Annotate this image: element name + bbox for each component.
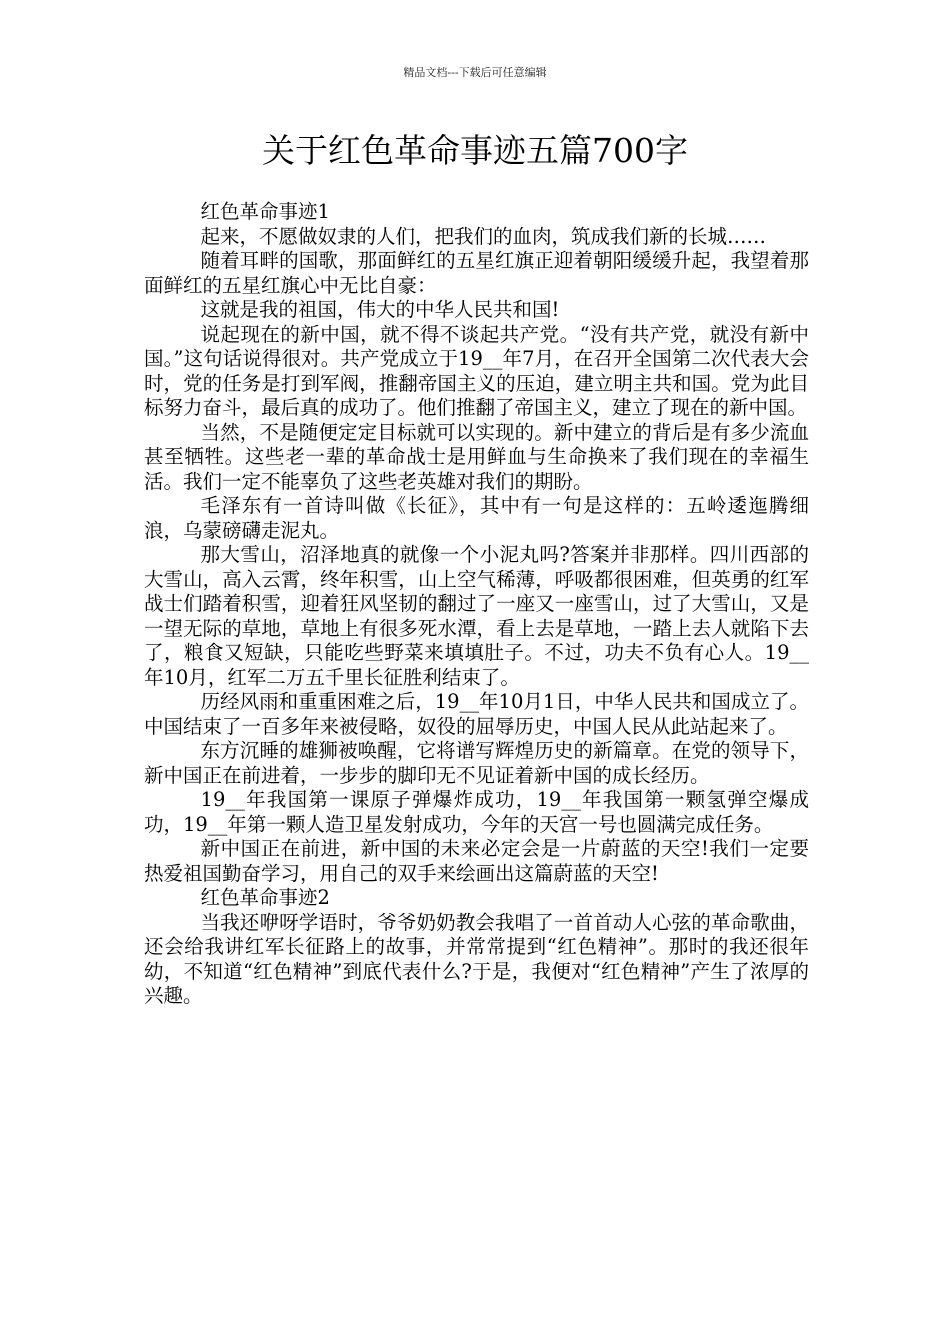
- paragraph: 这就是我的祖国，伟大的中华人民共和国!: [200, 298, 560, 321]
- paragraph: 历经风雨和重重困难之后，19__年10月1日，中华人民共和国成立了。中国结束了一百多年来被侵略，奴役的屈辱历史，中国人民从此站起来了。: [144, 690, 809, 738]
- paragraph: 随着耳畔的国歌，那面鲜红的五星红旗正迎着朝阳缓缓升起，我望着那面鲜红的五星红旗心中无比自豪：: [144, 249, 809, 297]
- paragraph: 毛泽东有一首诗叫做《长征》，其中有一句是这样的：五岭逶迤腾细浪，乌蒙磅礴走泥丸。: [144, 494, 809, 542]
- paragraph: 那大雪山，沼泽地真的就像一个小泥丸吗?答案并非那样。四川西部的大雪山，高入云霄，终年积雪，山上空气稀薄，呼吸都很困难，但英勇的红军战士们踏着积雪，迎着狂风坚韧的翻过了一座又一座雪山，过了大雪山，又是一望无际的草地，草地上有很多死水潭，看上去是草地，一踏上去人就陷下去了，粮食又短缺，只能吃些野菜来填填肚子。不过，功夫不负有心人。19__年10月，红军二万五千里长征胜利结束了。: [144, 543, 809, 689]
- paragraph: 说起现在的新中国，就不得不谈起共产党。“没有共产党，就没有新中国。”这句话说得很对。共产党成立于19__年7月，在召开全国第二次代表大会时，党的任务是打到军阀，推翻帝国主义的压迫，建立明主共和国。党为此目标努力奋斗，最后真的成功了。他们推翻了帝国主义，建立了现在的新中国。: [144, 322, 809, 419]
- document-body: [144, 200, 809, 1009]
- section-heading: 红色革命事迹2: [200, 886, 330, 909]
- paragraph: 新中国正在前进，新中国的未来必定会是一片蔚蓝的天空!我们一定要热爱祖国勤奋学习，用自己的双手来绘画出这篇蔚蓝的天空!: [144, 837, 809, 885]
- paragraph: 19__年我国第一课原子弹爆炸成功，19__年我国第一颗氢弹空爆成功，19__年第一颗人造卫星发射成功，今年的天宫一号也圆满完成任务。: [144, 788, 809, 836]
- paragraph: 东方沉睡的雄狮被唤醒，它将谱写辉煌历史的新篇章。在党的领导下，新中国正在前进着，一步步的脚印无不见证着新中国的成长经历。: [144, 739, 809, 787]
- paragraph: 当然，不是随便定定目标就可以实现的。新中建立的背后是有多少流血甚至牺牲。这些老一辈的革命战士是用鲜血与生命换来了我们现在的幸福生活。我们一定不能辜负了这些老英雄对我们的期盼。: [144, 420, 809, 493]
- paragraph: 起来，不愿做奴隶的人们，把我们的血肉，筑成我们新的长城……: [200, 224, 767, 248]
- section-heading: 红色革命事迹1: [200, 200, 330, 223]
- header-note: 精品文档---下载后可任意编辑: [403, 66, 547, 79]
- paragraph: 当我还咿呀学语时，爷爷奶奶教会我唱了一首首动人心弦的革命歌曲，还会给我讲红军长征路上的故事，并常常提到“红色精神”。那时的我还很年幼，不知道“红色精神”到底代表什么?于是，我便对“红色精神”产生了浓厚的兴趣。: [144, 910, 809, 1007]
- document-title: 关于红色革命事迹五篇700字: [262, 131, 688, 170]
